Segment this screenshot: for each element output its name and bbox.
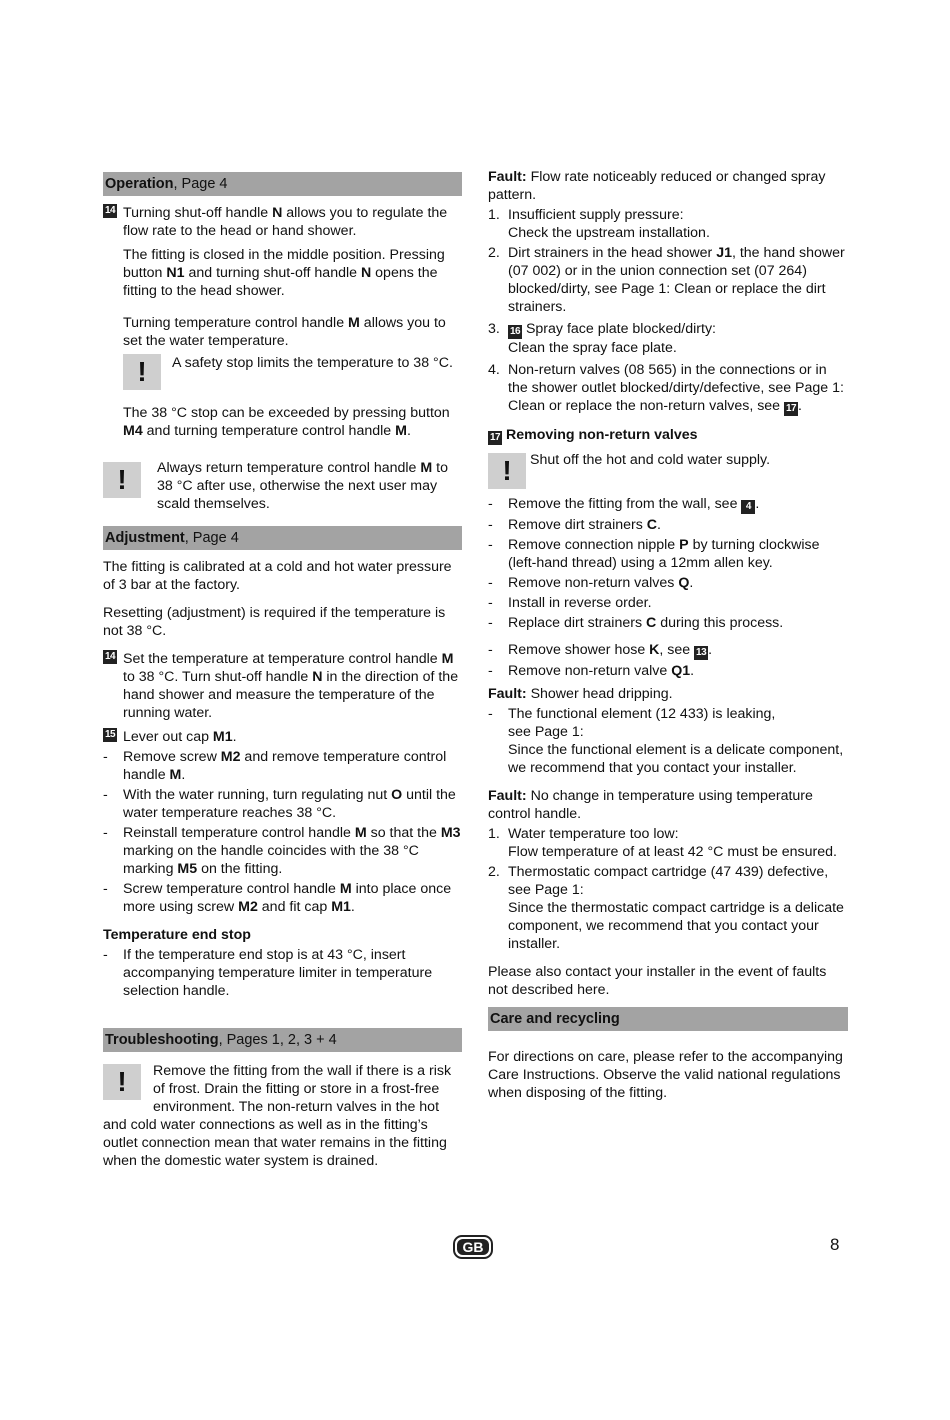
list-item: - Remove shower hose K, see 13 . <box>488 642 713 658</box>
figure-14-marker: 14 <box>104 651 116 662</box>
frost-warning-text: ! Remove the fitting from the wall if there is a risk of frost. Drain the fitting or store in a frost-free environment. The non-return valves in the hot and cold water connections as well as in the fitting’s outlet connection mean that water remains in the fitting when the domestic water system is drained. <box>103 1062 462 1170</box>
list-item: - With the water running, turn regulating nut O until the water temperature reaches 38 °C. <box>103 787 456 821</box>
operation-step-14: 14 Turning shut-off handle N allows you to regulate the flow rate to the head or hand shower. <box>104 205 448 239</box>
list-item: - If the temperature end stop is at 43 °C, insert accompanying temperature limiter in temperature selection handle. <box>103 947 433 999</box>
care-text: For directions on care, please refer to the accompanying Care Instructions. Observe the valid national regulations when disposing of the fitting. <box>488 1049 843 1101</box>
list-item: - Replace dirt strainers C during this process. <box>488 615 784 631</box>
figure-16-marker: 16 <box>509 326 521 337</box>
list-item: - Remove screw M2 and remove temperature control handle M. <box>103 749 447 783</box>
adjustment-reset-text: Resetting (adjustment) is required if the temperature is not 38 °C. <box>103 605 446 639</box>
safety-stop-block <box>103 354 462 400</box>
fault-flow-rate: Fault: Flow rate noticeably reduced or changed spray pattern. <box>488 169 826 203</box>
list-item: - Remove connection nipple P by turning clockwise (left-hand thread) using a 12mm allen key. <box>488 537 820 571</box>
figure-15-marker: 15 <box>104 729 116 740</box>
list-item: 2. Dirt strainers in the head shower J1, the hand shower (07 002) or in the union connection set (07 264) blocked/dirty, see Page 1: Clean or replace the dirt strainers. <box>488 245 845 315</box>
page-number: 8 <box>830 1235 840 1254</box>
list-item: - Reinstall temperature control handle M so that the M3 marking on the handle coincides with the 38 °C marking M5 on the fitting. <box>103 825 461 877</box>
list-item: - Install in reverse order. <box>488 595 652 611</box>
left-column <box>103 172 462 1170</box>
contact-installer-text: Please also contact your installer in the event of faults not described here. <box>488 964 827 998</box>
warning-icon <box>103 462 141 498</box>
figure-14-marker: 14 <box>104 205 116 216</box>
adjustment-step-15: 15 Lever out cap M1. <box>104 729 237 745</box>
list-item: - Remove non-return valves Q. <box>488 575 694 591</box>
removing-title: 17 Removing non-return valves <box>489 427 698 443</box>
operation-closed-text: The fitting is closed in the middle position. Pressing button N1 and turning shut-off handle N opens the fitting to the head shower. <box>123 247 445 299</box>
list-item: 2. Thermostatic compact cartridge (47 439) defective, see Page 1: Since the thermostatic compact cartridge is a delicate component, we recommend that you contact your installer. <box>488 864 844 952</box>
fault-temperature: Fault: No change in temperature using temperature control handle. <box>488 788 813 822</box>
list-item: - Remove dirt strainers C. <box>488 517 661 533</box>
shutoff-text: Shut off the hot and cold water supply. <box>530 452 771 468</box>
figure-4-marker: 4 <box>741 500 755 514</box>
list-item: 4. Non-return valves (08 565) in the connections or in the shower outlet blocked/dirty/defective, see Page 1: Clean or replace the non-return valves, see 17 . <box>488 362 844 414</box>
list-item: - Remove non-return valve Q1. <box>488 663 695 679</box>
adjustment-step-14: 14 Set the temperature at temperature control handle M to 38 °C. Turn shut-off handle N in the direction of the hand shower and measure the temperature of the running water. <box>104 651 459 721</box>
return-warning-block: ! Always return temperature control handle M to 38 °C after use, otherwise the next user may scald themselves. <box>103 459 462 513</box>
figure-13-marker: 13 <box>696 647 707 658</box>
adjustment-calibration-text: The fitting is calibrated at a cold and hot water pressure of 3 bar at the factory. <box>103 559 452 593</box>
figure-17-marker: 17 <box>785 403 797 414</box>
warning-icon <box>123 354 161 390</box>
figure-17-marker: 17 <box>489 432 501 443</box>
country-badge: GB <box>453 1235 493 1259</box>
list-item: 3. 16 Spray face plate blocked/dirty: Clean the spray face plate. <box>488 321 716 356</box>
warning-icon <box>488 453 526 489</box>
troubleshooting-header: Troubleshooting, Pages 1, 2, 3 + 4 <box>103 1028 462 1052</box>
list-item: 1. Insufficient supply pressure: Check the upstream installation. <box>488 207 710 241</box>
warning-icon <box>103 1064 141 1100</box>
operation-temperature-text: Turning temperature control handle M allows you to set the water temperature. <box>123 315 446 349</box>
shutoff-block <box>488 451 848 495</box>
right-column <box>488 168 848 1102</box>
list-item: - Remove the fitting from the wall, see 4 . <box>488 496 760 512</box>
list-item: - Screw temperature control handle M into place once more using screw M2 and fit cap M1. <box>103 881 452 915</box>
fault-dripping: Fault: Shower head dripping. <box>488 686 673 702</box>
safety-stop-text: A safety stop limits the temperature to 38 °C. <box>172 355 453 371</box>
list-item: - The functional element (12 433) is leaking, see Page 1: Since the functional element is a delicate component, we recommend that you contact your installer. <box>488 706 844 776</box>
care-header: Care and recycling <box>488 1007 848 1031</box>
operation-header: Operation, Page 4 <box>103 172 462 196</box>
override-text: The 38 °C stop can be exceeded by pressing button M4 and turning temperature control handle M. <box>123 405 450 439</box>
adjustment-header: Adjustment, Page 4 <box>103 526 462 550</box>
list-item: 1. Water temperature too low: Flow temperature of at least 42 °C must be ensured. <box>488 826 837 860</box>
end-stop-title: Temperature end stop <box>103 927 251 943</box>
